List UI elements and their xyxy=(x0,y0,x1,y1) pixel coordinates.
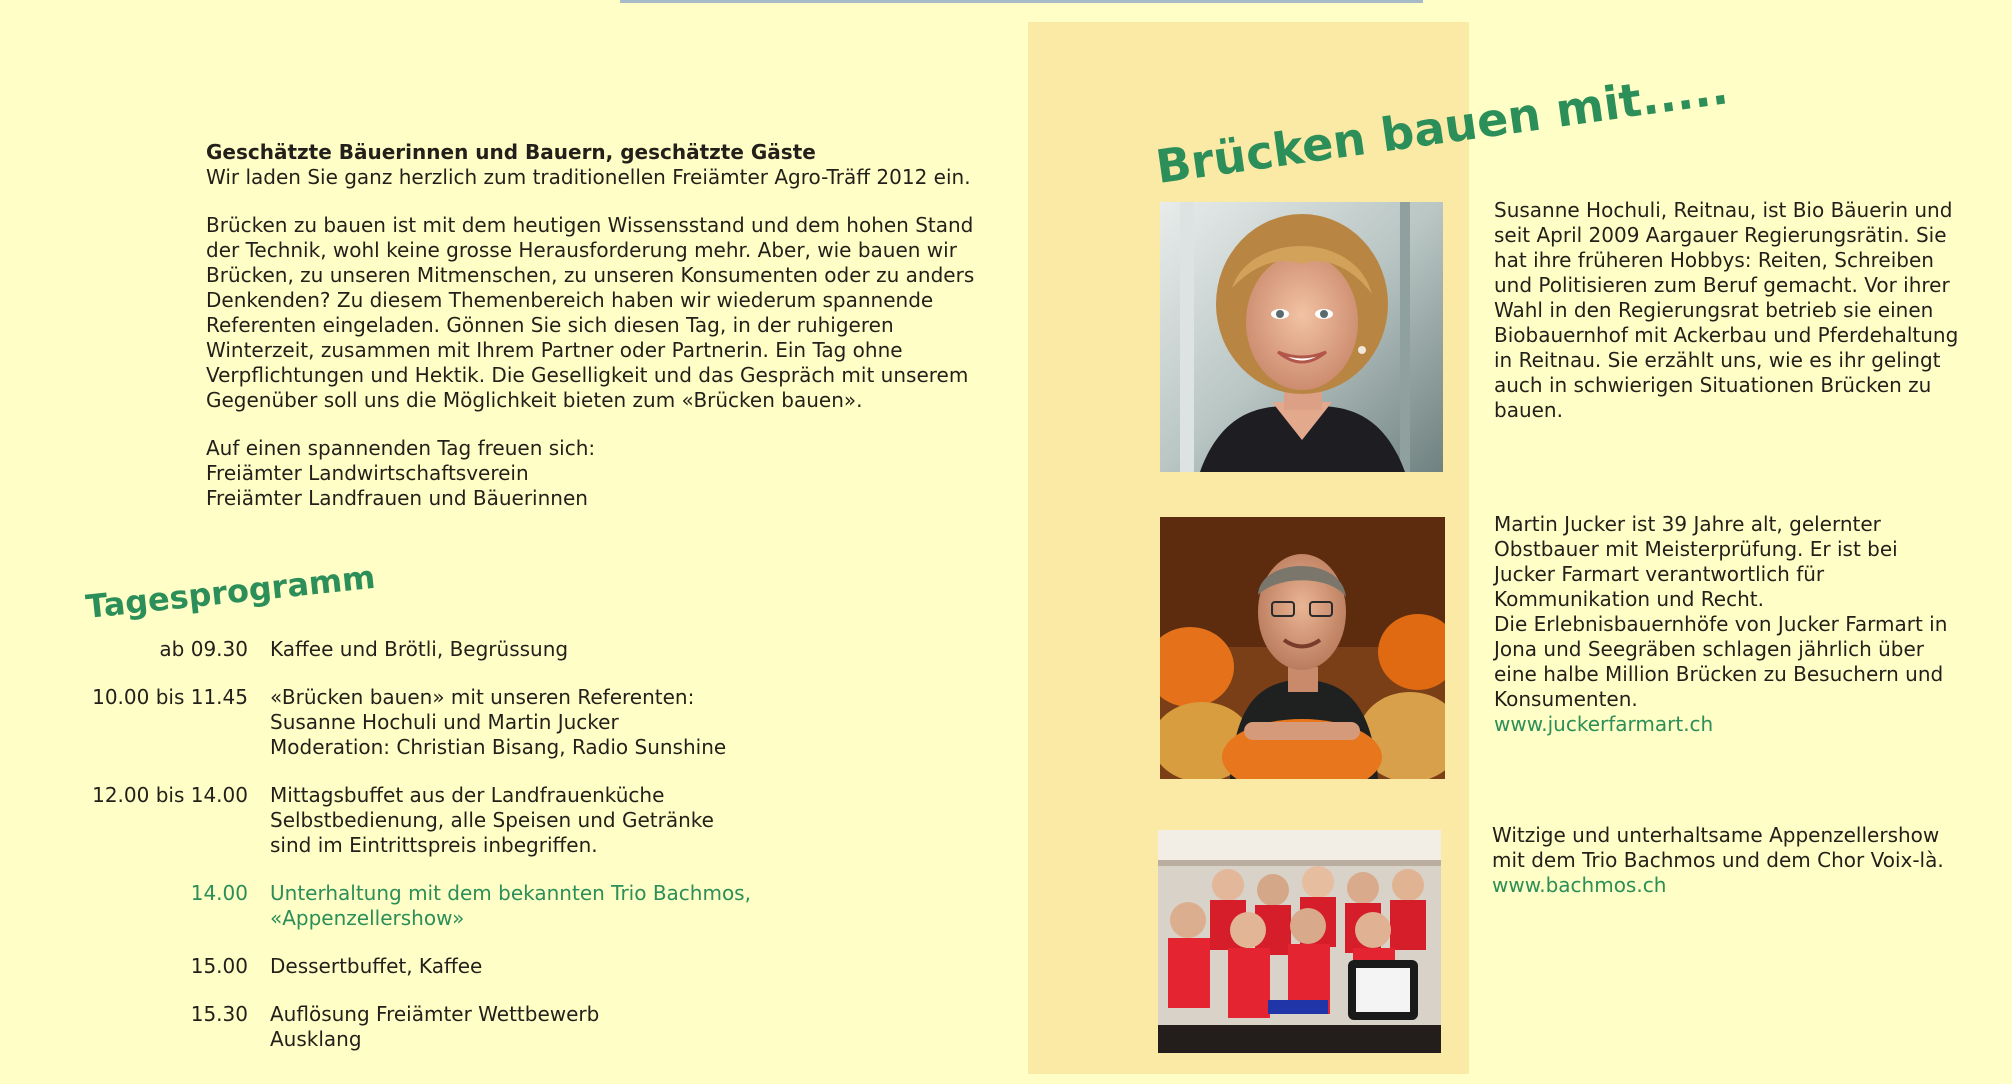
bachmos-link[interactable]: www.bachmos.ch xyxy=(1492,873,1667,897)
speaker-bio-trio-bachmos xyxy=(1492,823,1962,898)
program-item xyxy=(60,783,860,858)
greeting-heading: Geschätzte Bäuerinnen und Bauern, geschätzte Gäste xyxy=(206,140,816,164)
bio-paragraph: Martin Jucker ist 39 Jahre alt, gelernter Obstbauer mit Meisterprüfung. Er ist bei Jucker Farmart verantwortlich für Kommunikation und Recht. xyxy=(1494,512,1898,611)
program-title: Tagesprogramm xyxy=(84,557,378,626)
program-list xyxy=(60,637,860,1052)
program-time: 15.30 xyxy=(190,1002,248,1026)
program-desc xyxy=(270,637,860,662)
program-item xyxy=(60,685,860,760)
portrait-photo-martin-jucker xyxy=(1160,517,1445,779)
program-line: Unterhaltung mit dem bekannten Trio Bachmos, xyxy=(270,881,751,905)
program-line: sind im Eintrittspreis inbegriffen. xyxy=(270,833,598,857)
program-desc xyxy=(270,1002,860,1052)
program-line: Auflösung Freiämter Wettbewerb xyxy=(270,1002,600,1026)
program-line: «Appenzellershow» xyxy=(270,906,465,930)
program-desc xyxy=(270,685,860,760)
invitation-text: Wir laden Sie ganz herzlich zum traditionellen Freiämter Agro-Träff 2012 ein. xyxy=(206,165,971,189)
program-time: 10.00 bis 11.45 xyxy=(92,685,248,709)
juckerfarmart-link[interactable]: www.juckerfarmart.ch xyxy=(1494,712,1714,736)
bio-paragraph: Witzige und unterhaltsame Appenzellershow mit dem Trio Bachmos und dem Chor Voix-là. xyxy=(1492,823,1944,872)
program-time: 12.00 bis 14.00 xyxy=(92,783,248,807)
program-line: Moderation: Christian Bisang, Radio Sunshine xyxy=(270,735,727,759)
program-line: Mittagsbuffet aus der Landfrauenküche xyxy=(270,783,665,807)
program-line: Selbstbedienung, alle Speisen und Getränke xyxy=(270,808,714,832)
program-desc xyxy=(270,954,860,979)
organizer-1: Freiämter Landwirtschaftsverein xyxy=(206,461,529,485)
program-item-highlight xyxy=(60,881,860,931)
portrait-photo-susanne-hochuli xyxy=(1160,202,1443,472)
program-time: 14.00 xyxy=(190,881,248,905)
program-line: Dessertbuffet, Kaffee xyxy=(270,954,483,978)
program-desc xyxy=(270,881,860,931)
program-item xyxy=(60,1002,860,1052)
closing-line: Auf einen spannenden Tag freuen sich: xyxy=(206,436,596,460)
program-item xyxy=(60,637,860,662)
organizer-2: Freiämter Landfrauen und Bäuerinnen xyxy=(206,486,588,510)
program-item xyxy=(60,954,860,979)
program-time: ab 09.30 xyxy=(159,637,248,661)
photo-trio-bachmos-choir xyxy=(1158,830,1441,1053)
top-divider-line xyxy=(620,0,1423,3)
program-line: Susanne Hochuli und Martin Jucker xyxy=(270,710,619,734)
program-time: 15.00 xyxy=(190,954,248,978)
intro-section xyxy=(206,140,986,511)
program-line: Ausklang xyxy=(270,1027,362,1051)
main-heading: Brücken bauen mit..... xyxy=(1152,60,1732,194)
program-desc xyxy=(270,783,860,858)
program-line: «Brücken bauen» mit unseren Referenten: xyxy=(270,685,695,709)
program-line: Kaffee und Brötli, Begrüssung xyxy=(270,637,569,661)
bio-paragraph: Die Erlebnisbauernhöfe von Jucker Farmart in Jona und Seegräben schlagen jährlich über eine halbe Million Brücken zu Besuchern und Konsumenten. xyxy=(1494,612,1948,711)
intro-paragraph: Brücken zu bauen ist mit dem heutigen Wissensstand und dem hohen Stand der Technik, wohl keine grosse Herausforderung mehr. Aber, wie bauen wir Brücken, zu unseren Mitmenschen, zu unseren Konsumenten oder zu anders Denkenden? Zu diesem Themenbereich haben wir wiederum spannende Referenten eingeladen. Gönnen Sie sich diesen Tag, in der ruhigeren Winterzeit, zusammen mit Ihrem Partner oder Partnerin. Ein Tag ohne Verpflichtungen und Hektik. Die Geselligkeit und das Gespräch mit unserem Gegenüber soll uns die Möglichkeit bieten zum «Brücken bauen». xyxy=(206,213,975,412)
speaker-bio-susanne-hochuli: Susanne Hochuli, Reitnau, ist Bio Bäuerin und seit April 2009 Aargauer Regierungsrätin. Sie hat ihre früheren Hobbys: Reiten, Schreiben und Politisieren zum Beruf gemacht. Vor ihrer Wahl in den Regierungsrat betrieb sie einen Biobauernhof mit Ackerbau und Pferdehaltung in Reitnau. Sie erzählt uns, wie es ihr gelingt auch in schwierigen Situationen Brücken zu bauen. xyxy=(1494,198,1959,422)
speaker-bio-martin-jucker xyxy=(1494,512,1964,737)
